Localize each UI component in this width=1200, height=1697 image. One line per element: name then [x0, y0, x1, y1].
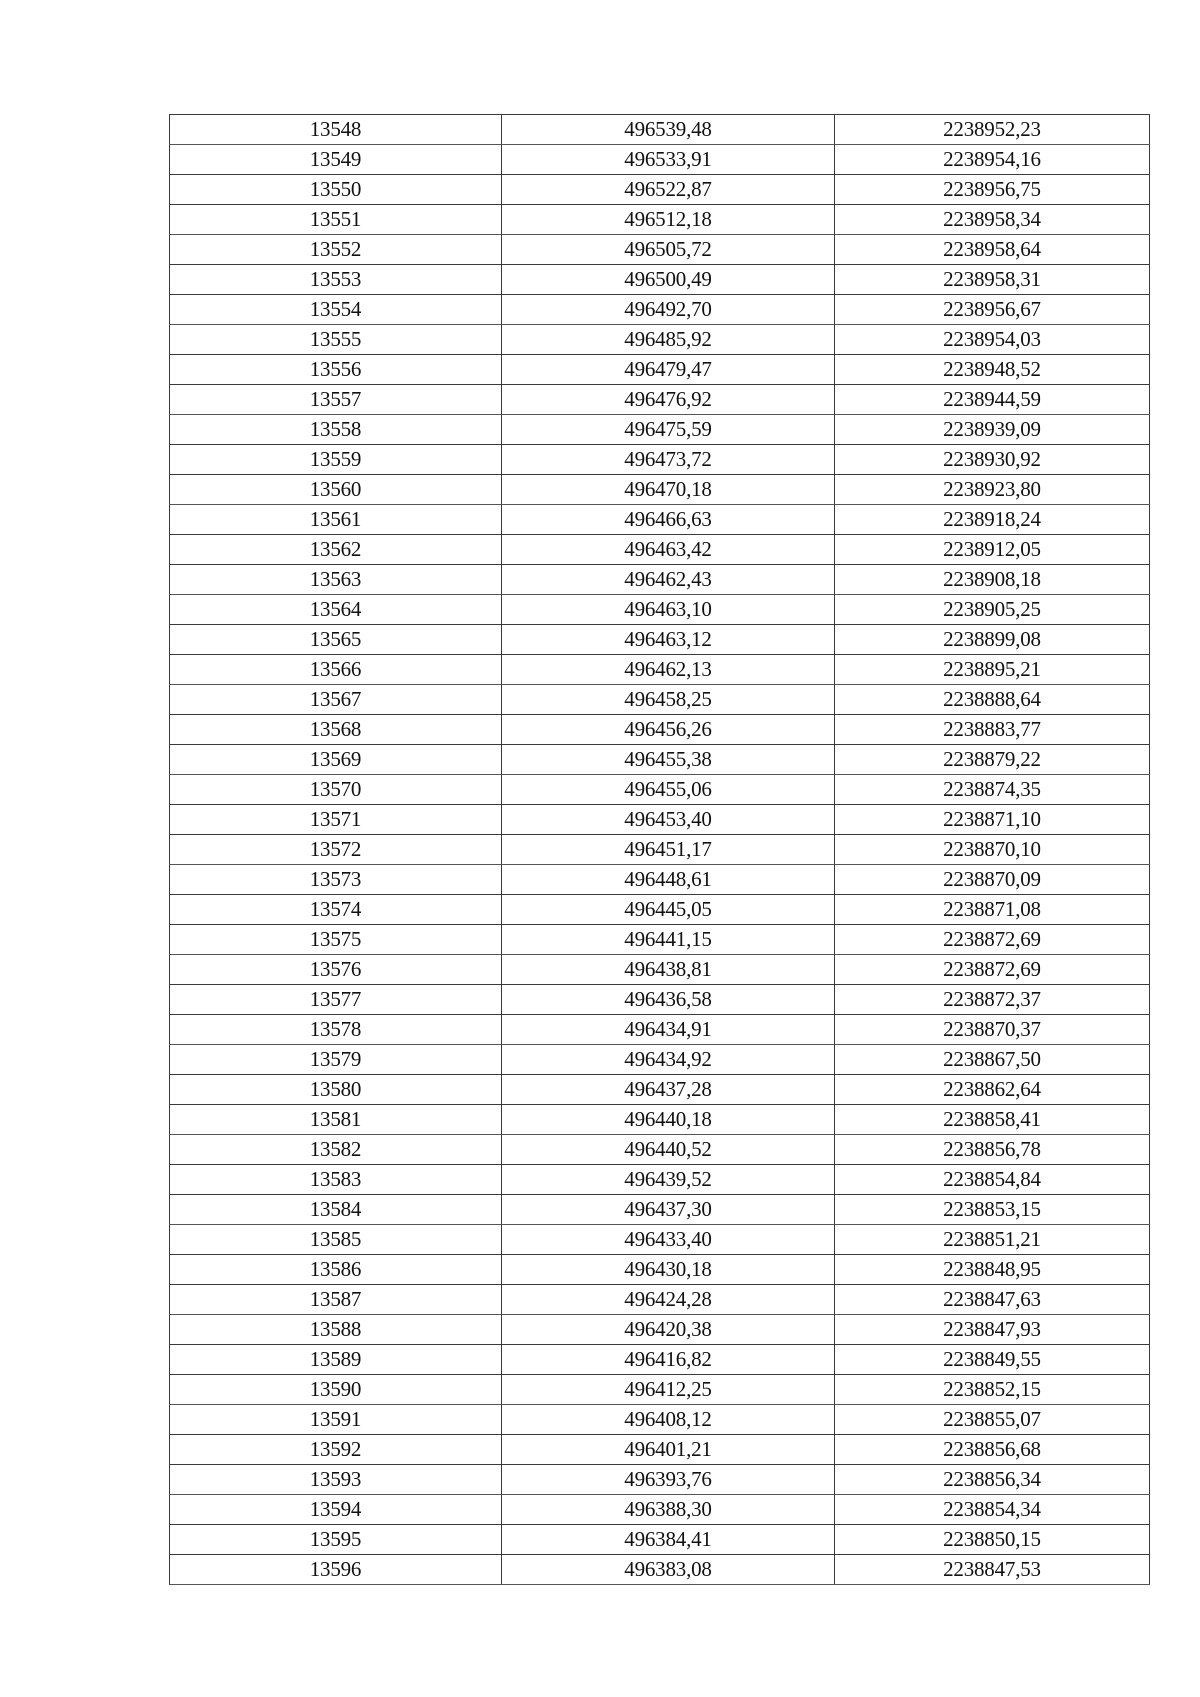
- y-coordinate-cell: 2238849,55: [835, 1345, 1150, 1375]
- x-coordinate-cell: 496388,30: [502, 1495, 835, 1525]
- point-number-cell: 13553: [170, 265, 502, 295]
- point-number-cell: 13580: [170, 1075, 502, 1105]
- x-coordinate-cell: 496438,81: [502, 955, 835, 985]
- x-coordinate-cell: 496539,48: [502, 115, 835, 145]
- x-coordinate-cell: 496463,10: [502, 595, 835, 625]
- x-coordinate-cell: 496473,72: [502, 445, 835, 475]
- y-coordinate-cell: 2238883,77: [835, 715, 1150, 745]
- point-number-cell: 13585: [170, 1225, 502, 1255]
- table-row: [170, 505, 1150, 535]
- y-coordinate-cell: 2238858,41: [835, 1105, 1150, 1135]
- point-number-cell: 13570: [170, 775, 502, 805]
- table-row: [170, 1135, 1150, 1165]
- point-number-cell: 13548: [170, 115, 502, 145]
- y-coordinate-cell: 2238872,37: [835, 985, 1150, 1015]
- table-row: [170, 1465, 1150, 1495]
- point-number-cell: 13565: [170, 625, 502, 655]
- point-number-cell: 13551: [170, 205, 502, 235]
- table-row: [170, 415, 1150, 445]
- point-number-cell: 13554: [170, 295, 502, 325]
- table-row: [170, 775, 1150, 805]
- table-row: [170, 145, 1150, 175]
- table-row: [170, 1045, 1150, 1075]
- x-coordinate-cell: 496466,63: [502, 505, 835, 535]
- x-coordinate-cell: 496512,18: [502, 205, 835, 235]
- point-number-cell: 13595: [170, 1525, 502, 1555]
- point-number-cell: 13552: [170, 235, 502, 265]
- table-row: [170, 835, 1150, 865]
- y-coordinate-cell: 2238856,34: [835, 1465, 1150, 1495]
- point-number-cell: 13560: [170, 475, 502, 505]
- coordinates-table-body: [170, 115, 1150, 1585]
- x-coordinate-cell: 496455,38: [502, 745, 835, 775]
- y-coordinate-cell: 2238856,68: [835, 1435, 1150, 1465]
- point-number-cell: 13584: [170, 1195, 502, 1225]
- y-coordinate-cell: 2238872,69: [835, 925, 1150, 955]
- y-coordinate-cell: 2238958,64: [835, 235, 1150, 265]
- x-coordinate-cell: 496430,18: [502, 1255, 835, 1285]
- table-row: [170, 1525, 1150, 1555]
- point-number-cell: 13559: [170, 445, 502, 475]
- point-number-cell: 13590: [170, 1375, 502, 1405]
- x-coordinate-cell: 496463,42: [502, 535, 835, 565]
- point-number-cell: 13593: [170, 1465, 502, 1495]
- table-row: [170, 1285, 1150, 1315]
- table-row: [170, 865, 1150, 895]
- x-coordinate-cell: 496445,05: [502, 895, 835, 925]
- x-coordinate-cell: 496441,15: [502, 925, 835, 955]
- y-coordinate-cell: 2238847,93: [835, 1315, 1150, 1345]
- y-coordinate-cell: 2238848,95: [835, 1255, 1150, 1285]
- table-row: [170, 325, 1150, 355]
- y-coordinate-cell: 2238854,84: [835, 1165, 1150, 1195]
- y-coordinate-cell: 2238847,63: [835, 1285, 1150, 1315]
- x-coordinate-cell: 496393,76: [502, 1465, 835, 1495]
- point-number-cell: 13572: [170, 835, 502, 865]
- y-coordinate-cell: 2238872,69: [835, 955, 1150, 985]
- x-coordinate-cell: 496436,58: [502, 985, 835, 1015]
- table-row: [170, 1255, 1150, 1285]
- y-coordinate-cell: 2238939,09: [835, 415, 1150, 445]
- x-coordinate-cell: 496420,38: [502, 1315, 835, 1345]
- table-row: [170, 745, 1150, 775]
- point-number-cell: 13578: [170, 1015, 502, 1045]
- y-coordinate-cell: 2238908,18: [835, 565, 1150, 595]
- x-coordinate-cell: 496383,08: [502, 1555, 835, 1585]
- table-row: [170, 295, 1150, 325]
- table-row: [170, 535, 1150, 565]
- y-coordinate-cell: 2238956,75: [835, 175, 1150, 205]
- y-coordinate-cell: 2238871,08: [835, 895, 1150, 925]
- x-coordinate-cell: 496462,13: [502, 655, 835, 685]
- x-coordinate-cell: 496437,28: [502, 1075, 835, 1105]
- x-coordinate-cell: 496384,41: [502, 1525, 835, 1555]
- table-row: [170, 595, 1150, 625]
- point-number-cell: 13589: [170, 1345, 502, 1375]
- table-row: [170, 115, 1150, 145]
- table-row: [170, 1075, 1150, 1105]
- point-number-cell: 13564: [170, 595, 502, 625]
- x-coordinate-cell: 496401,21: [502, 1435, 835, 1465]
- table-row: [170, 265, 1150, 295]
- y-coordinate-cell: 2238912,05: [835, 535, 1150, 565]
- table-row: [170, 1495, 1150, 1525]
- y-coordinate-cell: 2238862,64: [835, 1075, 1150, 1105]
- x-coordinate-cell: 496408,12: [502, 1405, 835, 1435]
- x-coordinate-cell: 496433,40: [502, 1225, 835, 1255]
- table-row: [170, 355, 1150, 385]
- point-number-cell: 13555: [170, 325, 502, 355]
- point-number-cell: 13592: [170, 1435, 502, 1465]
- table-row: [170, 1195, 1150, 1225]
- table-row: [170, 1225, 1150, 1255]
- point-number-cell: 13574: [170, 895, 502, 925]
- x-coordinate-cell: 496451,17: [502, 835, 835, 865]
- y-coordinate-cell: 2238870,37: [835, 1015, 1150, 1045]
- x-coordinate-cell: 496458,25: [502, 685, 835, 715]
- point-number-cell: 13569: [170, 745, 502, 775]
- point-number-cell: 13594: [170, 1495, 502, 1525]
- y-coordinate-cell: 2238923,80: [835, 475, 1150, 505]
- table-row: [170, 475, 1150, 505]
- x-coordinate-cell: 496434,92: [502, 1045, 835, 1075]
- point-number-cell: 13583: [170, 1165, 502, 1195]
- point-number-cell: 13587: [170, 1285, 502, 1315]
- point-number-cell: 13581: [170, 1105, 502, 1135]
- point-number-cell: 13586: [170, 1255, 502, 1285]
- table-row: [170, 235, 1150, 265]
- point-number-cell: 13579: [170, 1045, 502, 1075]
- point-number-cell: 13567: [170, 685, 502, 715]
- y-coordinate-cell: 2238956,67: [835, 295, 1150, 325]
- table-row: [170, 1405, 1150, 1435]
- table-row: [170, 655, 1150, 685]
- point-number-cell: 13562: [170, 535, 502, 565]
- x-coordinate-cell: 496424,28: [502, 1285, 835, 1315]
- table-row: [170, 1375, 1150, 1405]
- table-row: [170, 685, 1150, 715]
- table-row: [170, 205, 1150, 235]
- point-number-cell: 13558: [170, 415, 502, 445]
- x-coordinate-cell: 496434,91: [502, 1015, 835, 1045]
- y-coordinate-cell: 2238854,34: [835, 1495, 1150, 1525]
- point-number-cell: 13568: [170, 715, 502, 745]
- x-coordinate-cell: 496455,06: [502, 775, 835, 805]
- table-row: [170, 805, 1150, 835]
- y-coordinate-cell: 2238852,15: [835, 1375, 1150, 1405]
- x-coordinate-cell: 496476,92: [502, 385, 835, 415]
- y-coordinate-cell: 2238851,21: [835, 1225, 1150, 1255]
- x-coordinate-cell: 496456,26: [502, 715, 835, 745]
- table-row: [170, 925, 1150, 955]
- x-coordinate-cell: 496462,43: [502, 565, 835, 595]
- point-number-cell: 13576: [170, 955, 502, 985]
- point-number-cell: 13575: [170, 925, 502, 955]
- y-coordinate-cell: 2238895,21: [835, 655, 1150, 685]
- point-number-cell: 13549: [170, 145, 502, 175]
- point-number-cell: 13550: [170, 175, 502, 205]
- table-row: [170, 1555, 1150, 1585]
- y-coordinate-cell: 2238948,52: [835, 355, 1150, 385]
- point-number-cell: 13591: [170, 1405, 502, 1435]
- table-row: [170, 985, 1150, 1015]
- y-coordinate-cell: 2238874,35: [835, 775, 1150, 805]
- y-coordinate-cell: 2238952,23: [835, 115, 1150, 145]
- table-row: [170, 1435, 1150, 1465]
- table-row: [170, 625, 1150, 655]
- x-coordinate-cell: 496437,30: [502, 1195, 835, 1225]
- y-coordinate-cell: 2238847,53: [835, 1555, 1150, 1585]
- x-coordinate-cell: 496453,40: [502, 805, 835, 835]
- table-row: [170, 1165, 1150, 1195]
- point-number-cell: 13573: [170, 865, 502, 895]
- table-row: [170, 175, 1150, 205]
- x-coordinate-cell: 496440,18: [502, 1105, 835, 1135]
- table-row: [170, 565, 1150, 595]
- y-coordinate-cell: 2238899,08: [835, 625, 1150, 655]
- table-row: [170, 715, 1150, 745]
- y-coordinate-cell: 2238905,25: [835, 595, 1150, 625]
- y-coordinate-cell: 2238930,92: [835, 445, 1150, 475]
- x-coordinate-cell: 496533,91: [502, 145, 835, 175]
- point-number-cell: 13588: [170, 1315, 502, 1345]
- y-coordinate-cell: 2238870,09: [835, 865, 1150, 895]
- point-number-cell: 13596: [170, 1555, 502, 1585]
- point-number-cell: 13556: [170, 355, 502, 385]
- x-coordinate-cell: 496485,92: [502, 325, 835, 355]
- y-coordinate-cell: 2238871,10: [835, 805, 1150, 835]
- point-number-cell: 13577: [170, 985, 502, 1015]
- y-coordinate-cell: 2238958,31: [835, 265, 1150, 295]
- table-row: [170, 895, 1150, 925]
- x-coordinate-cell: 496500,49: [502, 265, 835, 295]
- x-coordinate-cell: 496505,72: [502, 235, 835, 265]
- point-number-cell: 13563: [170, 565, 502, 595]
- y-coordinate-cell: 2238918,24: [835, 505, 1150, 535]
- point-number-cell: 13566: [170, 655, 502, 685]
- x-coordinate-cell: 496463,12: [502, 625, 835, 655]
- y-coordinate-cell: 2238879,22: [835, 745, 1150, 775]
- x-coordinate-cell: 496439,52: [502, 1165, 835, 1195]
- x-coordinate-cell: 496440,52: [502, 1135, 835, 1165]
- table-row: [170, 1015, 1150, 1045]
- table-row: [170, 1345, 1150, 1375]
- y-coordinate-cell: 2238958,34: [835, 205, 1150, 235]
- x-coordinate-cell: 496416,82: [502, 1345, 835, 1375]
- x-coordinate-cell: 496492,70: [502, 295, 835, 325]
- y-coordinate-cell: 2238870,10: [835, 835, 1150, 865]
- y-coordinate-cell: 2238850,15: [835, 1525, 1150, 1555]
- table-row: [170, 1315, 1150, 1345]
- y-coordinate-cell: 2238855,07: [835, 1405, 1150, 1435]
- table-row: [170, 385, 1150, 415]
- coordinates-table: [169, 114, 1150, 1585]
- y-coordinate-cell: 2238867,50: [835, 1045, 1150, 1075]
- table-row: [170, 955, 1150, 985]
- y-coordinate-cell: 2238888,64: [835, 685, 1150, 715]
- y-coordinate-cell: 2238954,03: [835, 325, 1150, 355]
- point-number-cell: 13582: [170, 1135, 502, 1165]
- y-coordinate-cell: 2238944,59: [835, 385, 1150, 415]
- x-coordinate-cell: 496470,18: [502, 475, 835, 505]
- table-row: [170, 445, 1150, 475]
- x-coordinate-cell: 496412,25: [502, 1375, 835, 1405]
- x-coordinate-cell: 496479,47: [502, 355, 835, 385]
- y-coordinate-cell: 2238853,15: [835, 1195, 1150, 1225]
- point-number-cell: 13557: [170, 385, 502, 415]
- table-row: [170, 1105, 1150, 1135]
- point-number-cell: 13571: [170, 805, 502, 835]
- x-coordinate-cell: 496448,61: [502, 865, 835, 895]
- point-number-cell: 13561: [170, 505, 502, 535]
- y-coordinate-cell: 2238856,78: [835, 1135, 1150, 1165]
- y-coordinate-cell: 2238954,16: [835, 145, 1150, 175]
- x-coordinate-cell: 496475,59: [502, 415, 835, 445]
- x-coordinate-cell: 496522,87: [502, 175, 835, 205]
